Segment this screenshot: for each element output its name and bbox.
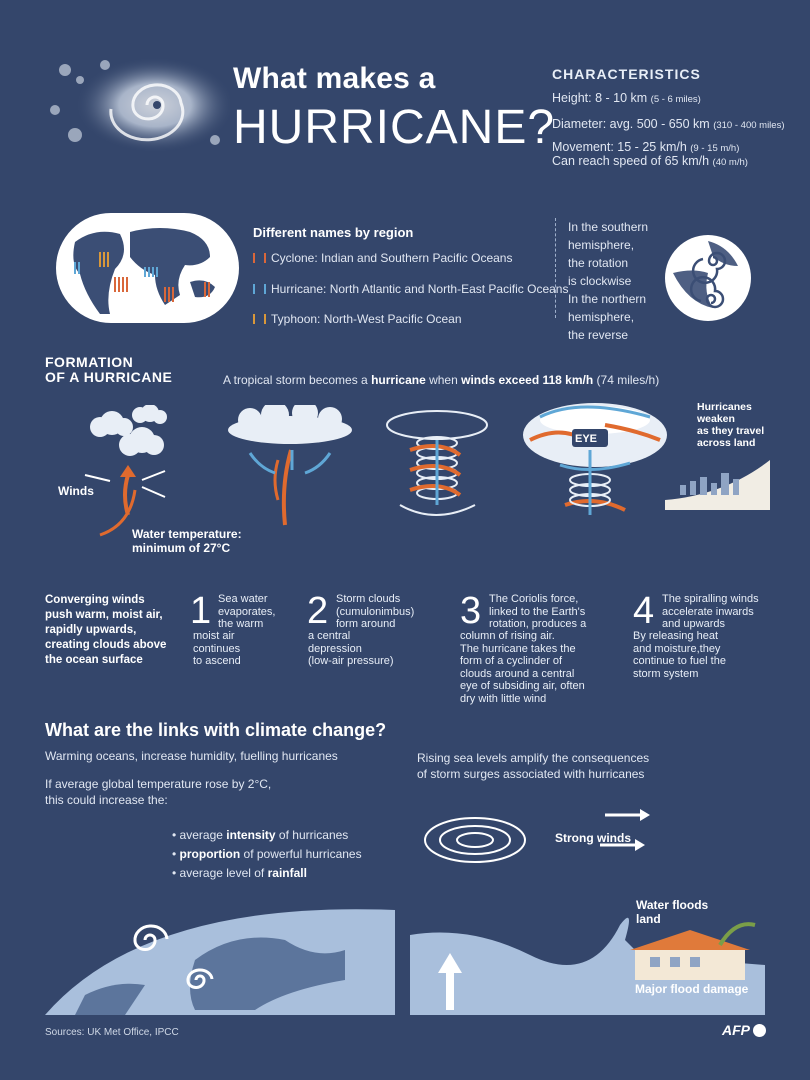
step-number: 4: [633, 590, 655, 632]
winds-label: Winds: [58, 484, 94, 498]
cyclone-swatch: [253, 253, 266, 263]
flood-wave-illustration: [410, 905, 765, 1015]
stage3-illustration: [380, 405, 495, 525]
region-cyclone: Cyclone: Indian and Southern Pacific Oceans: [253, 251, 512, 265]
eye-label: EYE: [575, 433, 598, 445]
divider: [555, 218, 556, 318]
characteristic-speed: Can reach speed of 65 km/h (40 m/h): [552, 154, 748, 168]
region-hurricane: Hurricane: North Atlantic and North-East Pacific Oceans: [253, 282, 568, 296]
step-number: 1: [190, 590, 212, 632]
characteristic-movement: Movement: 15 - 25 km/h (9 - 15 m/h): [552, 140, 740, 154]
regions-heading: Different names by region: [253, 225, 414, 240]
formation-heading: FORMATION OF A HURRICANE: [45, 354, 173, 385]
impact-proportion: • proportion of powerful hurricanes: [172, 847, 362, 861]
sea-level-text: Rising sea levels amplify the consequences of storm surges associated with hurricanes: [417, 751, 650, 781]
hurricane-swatch: [253, 284, 266, 294]
hemisphere-text: In the southern hemisphere, the rotation is clockwise In the northern hemisphere, the reverse: [568, 220, 649, 342]
climate-heading: What are the links with climate change?: [45, 720, 387, 740]
stage2-illustration: [220, 405, 360, 535]
characteristic-diameter: Diameter: avg. 500 - 650 km (310 - 400 miles): [552, 117, 785, 131]
world-map: [55, 212, 240, 324]
satellite-hurricane-image: [45, 50, 230, 160]
title-line-1: What makes a: [233, 62, 436, 95]
stage4-illustration: [520, 395, 670, 535]
region-typhoon: Typhoon: North-West Pacific Ocean: [253, 312, 462, 326]
formation-subtitle: A tropical storm becomes a hurricane when winds exceed 118 km/h (74 miles/h): [223, 373, 660, 387]
step-number: 3: [460, 590, 482, 632]
land-buildings-illustration: [665, 455, 770, 510]
globe-rotation-icon: [663, 233, 753, 323]
impact-list: [172, 828, 362, 885]
step-number: 2: [307, 590, 329, 632]
warming-text: Warming oceans, increase humidity, fuelling hurricanes: [45, 749, 338, 763]
characteristic-height: Height: 8 - 10 km (5 - 6 miles): [552, 91, 701, 105]
typhoon-swatch: [253, 314, 266, 324]
impact-intensity: • average intensity of hurricanes: [172, 828, 349, 842]
steps-intro: Converging winds push warm, moist air, rapidly upwards, creating clouds above the ocean surface: [45, 594, 167, 666]
title-line-2: HURRICANE?: [233, 101, 556, 154]
weaken-label: Hurricanes weaken as they travel across land: [697, 401, 765, 449]
earth-storms-illustration: [45, 900, 395, 1015]
afp-logo: AFP: [722, 1022, 766, 1038]
impact-rainfall: • average level of rainfall: [172, 866, 307, 880]
water-temperature-label: Water temperature: minimum of 27°C: [132, 527, 242, 555]
water-floods-label: Water floods land: [636, 898, 709, 926]
flood-damage-label: Major flood damage: [635, 982, 749, 996]
characteristics-heading: CHARACTERISTICS: [552, 66, 701, 82]
sources: Sources: UK Met Office, IPCC: [45, 1027, 179, 1038]
temperature-text: If average global temperature rose by 2°C, this could increase the:: [45, 777, 272, 807]
strong-winds-label: Strong winds: [555, 831, 631, 845]
infographic: What makes a HURRICANE? CHARACTERISTICS Height: 8 - 10 km (5 - 6 miles) Diameter: avg. 500 - 650 km (310 - 400 miles) Movement: 15 - 25 km/h (9 - 15 m/h) Can reach speed of 65 km/h (40 m/h) Different names by region Cyclone: Indian and Southern Pacific Oceans Hurricane: North Atlantic and North-East Pacific Oceans Typhoon: North-West Pacific Ocean In the southern hemisphere, the rotation is clockwise In the northern hemisphere, the reverse FORMATION OF A HURRICANE A tropical storm becomes a hurricane when winds exceed 118 km/h (74 miles/h) Winds Water temperature: minimum of 27°C EYE Hurricanes weaken as they travel across land Converging winds push warm, moist air, rapidly upwards, creating clouds above the ocean surface 1 Sea water evaporates, the warm moist air continues to ascend 2 Storm clouds (cumulonimbus) form around a central depression (low-air pressure) 3 The Coriolis force, linked to the Earth's rotation, produces a column of rising air. The hurricane takes the form of a cyclinder of clouds around a central eye of subsiding air, often dry with little wind 4 The spiralling winds accelerate inwards and upwards By releasing heat and moisture,they continue to fuel the storm system What are the links with climate change? Warming oceans, increase humidity, fuelling hurricanes If average global temperature rose by 2°C, this could increase the: • average intensity of hurricanes • proportion of powerful hurricanes • average level of rainfall Rising sea levels amplify the consequences of storm surges associated with hurricanes Strong winds Water floods land Major flood damage Sources: UK Met Office, IPCC AFP: [0, 0, 810, 1080]
stage1-illustration: [80, 405, 210, 545]
